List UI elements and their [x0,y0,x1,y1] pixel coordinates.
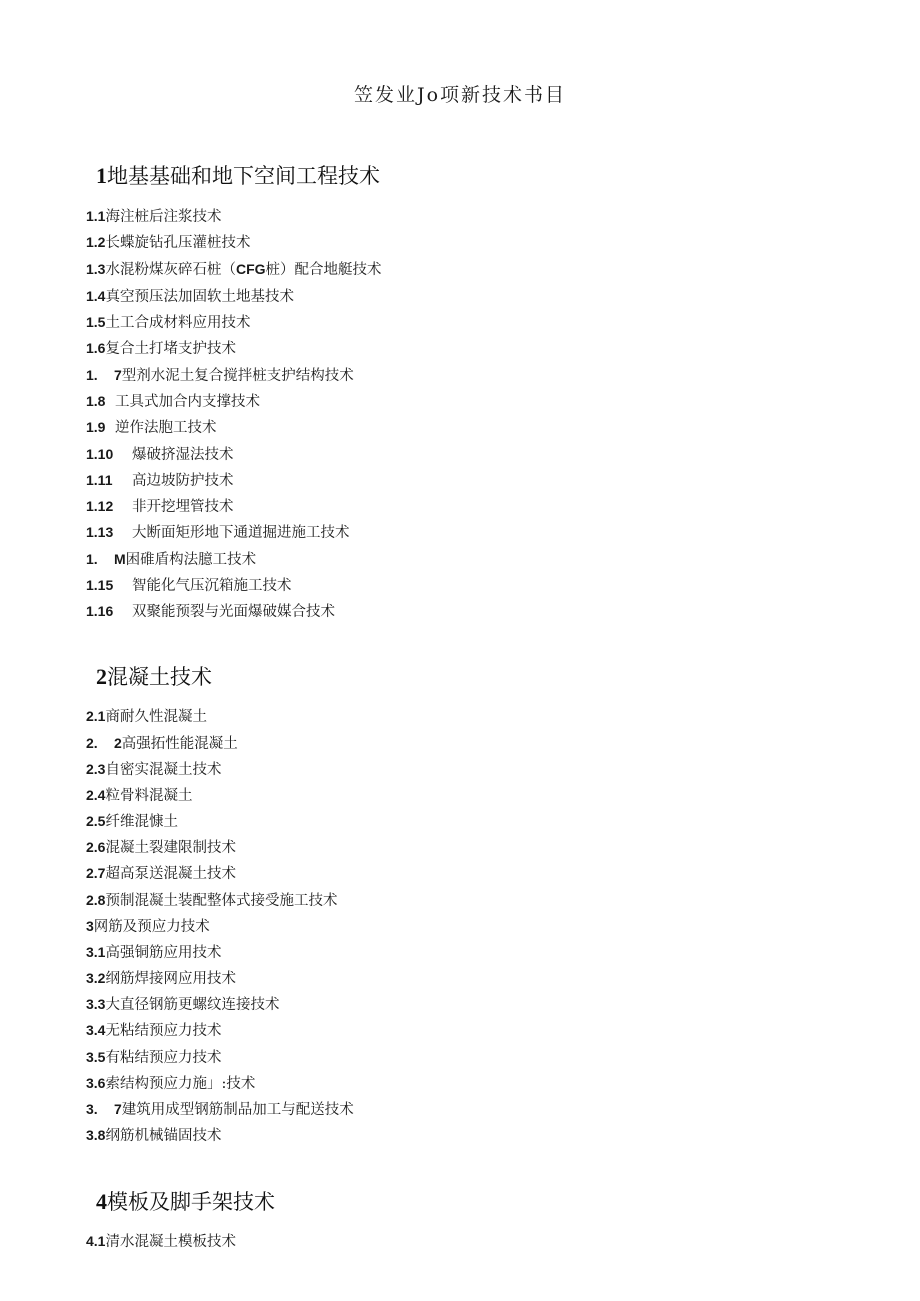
item-number: 3.6 [86,1075,106,1091]
item-number: 1.4 [86,288,106,304]
item-text: 非开挖埋管技术 [132,499,234,515]
item-number: 1.1 [86,208,106,224]
item-text: 大断面矩形地下通道掘进施工技术 [132,525,350,541]
item-number: 4.1 [86,1233,106,1249]
list-item [86,548,256,569]
list-item [86,390,260,411]
item-text: 智能化气压沉箱施工技术 [132,578,292,594]
item-text: 爆破挤湿法技术 [132,447,234,463]
list-item [86,1230,236,1251]
list-item [86,416,217,437]
list-item [86,337,236,358]
item-text: 长蝶旋钻孔压灌桩技术 [105,235,251,251]
item-number: 1.12 [86,498,114,514]
list-item [86,574,292,595]
item-text: 高强铜筋应用技术 [105,945,222,961]
item-number: 2.4 [86,787,106,803]
list-item [86,364,354,385]
item-number: 1.2 [86,234,106,250]
list-item [86,285,294,306]
item-number: 1.8 [86,393,106,409]
item-text: 海注桩后注浆技术 [105,209,222,225]
item-number: 3.1 [86,944,106,960]
item-number: 1.15 [86,577,114,593]
item-number: 3.4 [86,1022,106,1038]
item-number: 1.9 [86,419,106,435]
list-item [86,810,178,831]
document-title: 笠发业Jo项新技术书目 [353,84,567,106]
item-number: 3.8 [86,1127,106,1143]
list-item [86,993,279,1014]
item-number: 1.5 [86,314,106,330]
list-item [86,495,234,516]
item-text: 建筑用成型钢筋制品加工与配送技术 [121,1102,354,1118]
item-text: 无粘结预应力技术 [105,1023,222,1039]
item-text: 高强拓性能混凝土 [121,736,238,752]
list-item [86,941,221,962]
list-item [86,1046,221,1067]
item-number: 2. [86,735,98,751]
item-number: 1.10 [86,446,114,462]
list-item [86,469,234,490]
item-number: 3.5 [86,1049,106,1065]
item-number: 2.6 [86,839,106,855]
item-text: 预制混凝土装配整体式接受施工技术 [105,893,338,909]
item-number: 3.3 [86,996,106,1012]
item-number: 3 [86,918,94,934]
section-number: 1 [96,163,107,188]
item-text: 有粘结预应力技术 [105,1050,222,1066]
list-item [86,1019,221,1040]
item-text: 商耐久性混凝土 [105,709,207,725]
list-item [86,1124,221,1145]
item-text: 纲筋焊接网应用技术 [105,971,236,987]
item-text: 清水混凝土模板技术 [105,1234,236,1250]
list-item [86,521,350,542]
section-number: 2 [96,664,107,689]
item-text: 自密实混凝土技术 [105,762,222,778]
section-title: 模板及脚手架技术 [107,1190,275,1214]
section-number: 4 [96,1189,107,1214]
item-text: 双聚能预裂与光面爆破媒合技术 [132,604,335,620]
list-item [86,915,210,936]
item-text-bold: CFG [235,261,266,277]
list-item [86,758,221,779]
list-item [86,889,337,910]
item-number-suffix: 7 [114,367,122,383]
item-text: 混凝土裂建限制技术 [105,840,236,856]
section-title: 地基基础和地下空间工程技术 [107,164,380,188]
item-number-suffix: M [114,551,126,567]
item-text: 逆作法胞工技术 [115,420,217,436]
item-text: 索结构预应力施」:技术 [105,1076,256,1092]
list-item [86,600,335,621]
list-item [86,231,250,252]
item-text-after: 桩）配合地艇技术 [265,262,382,278]
item-number: 3. [86,1101,98,1117]
list-item [86,784,192,805]
item-number: 1.6 [86,340,106,356]
item-text: 粒骨料混凝土 [105,788,193,804]
item-text: 复合土打堵支护技术 [105,341,236,357]
item-number: 2.3 [86,761,106,777]
list-item [86,1072,255,1093]
item-number-suffix: 2 [114,735,122,751]
item-text: 纤维混慷土 [105,814,178,830]
list-item [86,258,382,279]
item-text: 工具式加合内支撑技术 [115,394,260,410]
item-number-suffix: 7 [114,1101,122,1117]
section-heading-1 [96,160,380,190]
item-text: 大直径钢筋更螺纹连接技术 [105,997,280,1013]
item-text: 土工合成材料应用技术 [105,315,251,331]
item-number: 1.16 [86,603,114,619]
list-item [86,705,207,726]
item-text: 水混粉煤灰碎石桩（ [105,262,236,278]
list-item [86,967,236,988]
list-item [86,732,238,753]
item-number: 2.8 [86,892,106,908]
section-heading-4 [96,1186,275,1216]
item-number: 2.5 [86,813,106,829]
item-text: 型剂水泥土复合搅拌桩支护结构技术 [121,368,354,384]
section-heading-2 [96,661,212,691]
item-number: 2.7 [86,865,106,881]
item-number: 1.13 [86,524,114,540]
item-number: 2.1 [86,708,106,724]
list-item [86,443,234,464]
item-text: 高边坡防护技术 [132,473,234,489]
list-item [86,311,250,332]
list-item [86,1098,354,1119]
item-text: 真空预压法加固软土地基技术 [105,289,294,305]
item-text: 网筋及预应力技术 [93,919,210,935]
section-title: 混凝土技术 [107,665,212,689]
list-item [86,862,236,883]
item-text: 超高泵送混凝土技术 [105,866,236,882]
item-number: 1.11 [86,472,113,488]
item-number: 1. [86,551,98,567]
list-item [86,205,221,226]
item-number: 3.2 [86,970,106,986]
item-text: 困碓盾构法臆工技术 [125,552,257,568]
item-text: 纲筋机械锚固技术 [105,1128,222,1144]
item-number: 1. [86,367,98,383]
list-item [86,836,236,857]
item-number: 1.3 [86,261,106,277]
